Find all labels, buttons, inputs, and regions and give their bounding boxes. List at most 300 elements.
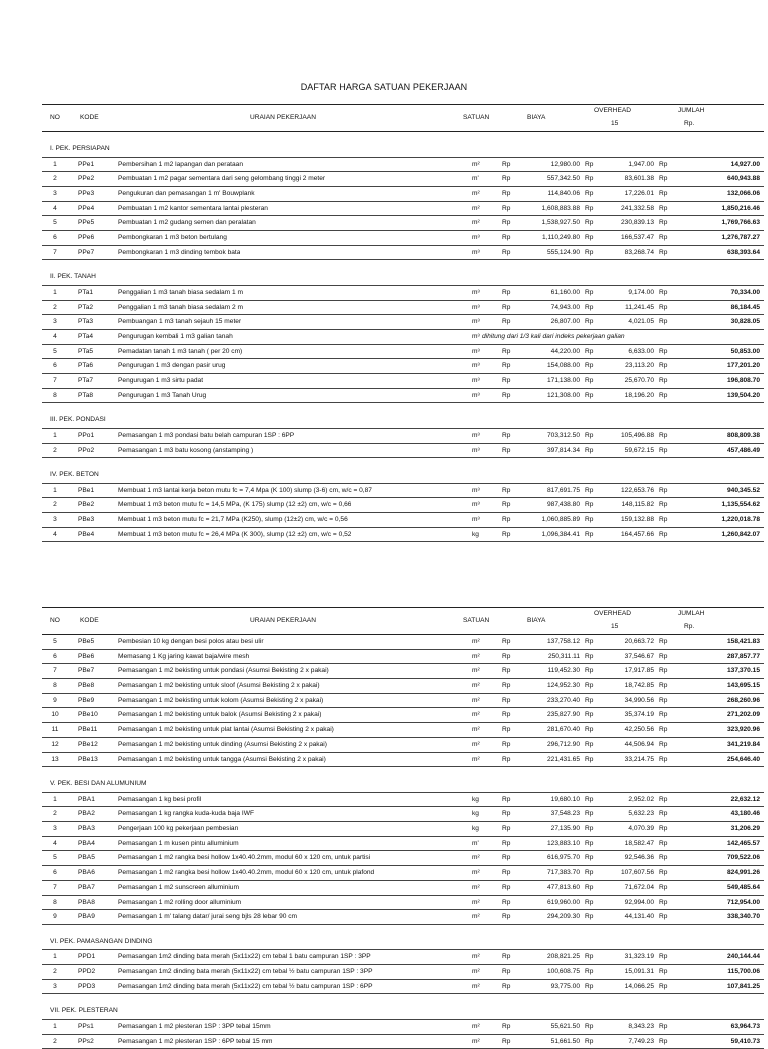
row-biaya: 1,608,883.88 xyxy=(541,204,580,212)
row-overhead: 18,742.85 xyxy=(624,682,654,690)
row-no: 7 xyxy=(53,883,57,891)
row-overhead: 31,323.19 xyxy=(624,953,654,961)
row-satuan: m² xyxy=(472,652,480,660)
table-row xyxy=(42,753,764,768)
table-row xyxy=(42,158,764,173)
row-uraian: Pembuatan 1 m2 gudang semen dan peralatan xyxy=(118,219,256,227)
row-rp-jumlah: Rp xyxy=(659,446,668,454)
row-overhead: 83,601.38 xyxy=(624,175,654,183)
row-rp-overhead: Rp xyxy=(585,160,594,168)
row-overhead: 1,947.00 xyxy=(628,160,654,168)
row-no: 1 xyxy=(53,431,57,439)
row-uraian: Pembongkaran 1 m3 beton bertulang xyxy=(118,233,227,241)
row-jumlah: 338,340.70 xyxy=(726,913,760,921)
row-rp-overhead: Rp xyxy=(585,303,594,311)
row-no: 11 xyxy=(51,726,59,734)
row-overhead: 6,633.00 xyxy=(628,347,654,355)
row-uraian: Pembersihan 1 m2 lapangan dan perataan xyxy=(118,160,244,168)
row-kode: PTa7 xyxy=(78,376,94,384)
table-row xyxy=(42,345,764,360)
table-row xyxy=(42,650,764,665)
row-satuan: m³ xyxy=(472,318,480,326)
row-biaya: 817,691.75 xyxy=(546,486,580,494)
row-rp-biaya: Rp xyxy=(502,516,511,524)
row-kode: PPe6 xyxy=(78,233,95,241)
row-uraian: Pemasangan 1m2 dinding bata merah (5x11x22) cm tebal ½ batu campuran 1SP : 3PP xyxy=(118,968,373,976)
row-satuan: m² xyxy=(472,968,480,976)
row-rp-jumlah: Rp xyxy=(659,501,668,509)
row-rp-biaya: Rp xyxy=(502,682,511,690)
row-no: 1 xyxy=(53,288,57,296)
row-rp-overhead: Rp xyxy=(585,446,594,454)
row-jumlah: 31,206.29 xyxy=(730,825,760,833)
row-jumlah: 1,260,842.07 xyxy=(721,530,760,538)
row-rp-overhead: Rp xyxy=(585,530,594,538)
table-row xyxy=(42,315,764,330)
row-satuan: m² xyxy=(472,913,480,921)
row-no: 1 xyxy=(53,486,57,494)
row-overhead: 9,174.00 xyxy=(628,288,654,296)
price-table-1 xyxy=(42,104,764,542)
table-row xyxy=(42,807,764,822)
row-jumlah: 63,964.73 xyxy=(730,1022,760,1030)
row-uraian: Pengerjaan 100 kg pekerjaan pembesian xyxy=(118,825,239,833)
row-no: 8 xyxy=(53,391,57,399)
row-uraian: Pemasangan 1m2 dinding bata merah (5x11x22) cm tebal 1 batu campuran 1SP : 3PP xyxy=(118,953,371,961)
row-biaya: 221,431.65 xyxy=(546,755,580,763)
header-kode: KODE xyxy=(80,617,99,624)
table-row xyxy=(42,389,764,404)
section-gap xyxy=(42,994,764,1004)
row-jumlah: 30,828.05 xyxy=(730,318,760,326)
table-row xyxy=(42,793,764,808)
row-uraian: Membuat 1 m3 beton mutu fc = 21,7 MPa (K250), slump (12±2) cm, w/c = 0,56 xyxy=(118,516,348,524)
row-uraian: Pemasangan 1 m2 bekisting untuk kolom (Asumsi Bekisting 2 x pakai) xyxy=(118,696,324,704)
row-overhead: 11,241.45 xyxy=(625,303,654,311)
row-kode: PTa8 xyxy=(78,391,94,399)
row-overhead: 7,749.23 xyxy=(628,1037,654,1045)
row-no: 7 xyxy=(53,248,57,256)
row-kode: PBA6 xyxy=(78,869,95,877)
section-title: VI. PEK. PAMASANGAN DINDING xyxy=(50,937,153,945)
row-jumlah: 143,695.15 xyxy=(726,682,760,690)
row-rp-jumlah: Rp xyxy=(659,233,668,241)
row-kode: PBe13 xyxy=(78,755,98,763)
row-no: 5 xyxy=(53,347,57,355)
row-no: 6 xyxy=(53,362,57,370)
table-row xyxy=(42,694,764,709)
row-rp-jumlah: Rp xyxy=(659,175,668,183)
row-rp-biaya: Rp xyxy=(502,233,511,241)
row-jumlah: 196,808.70 xyxy=(726,376,760,384)
section-heading xyxy=(42,935,764,951)
row-uraian: Pemasangan 1 m2 bekisting untuk balok (Asumsi Bekisting 2 x pakai) xyxy=(118,711,322,719)
row-kode: PTa2 xyxy=(78,303,94,311)
row-rp-jumlah: Rp xyxy=(659,825,668,833)
row-kode: PPD1 xyxy=(78,953,96,961)
row-overhead: 241,332.58 xyxy=(620,204,654,212)
row-no: 8 xyxy=(53,682,57,690)
row-uraian: Membuat 1 m3 lantai kerja beton mutu fc = 7,4 Mpa (K 100) slump (3-6) cm, w/c = 0,87 xyxy=(118,486,372,494)
row-jumlah: 268,260.96 xyxy=(726,696,760,704)
row-jumlah: 1,850,216.46 xyxy=(721,204,760,212)
row-jumlah: 271,202.09 xyxy=(726,711,760,719)
row-overhead: 15,091.31 xyxy=(624,968,654,976)
row-kode: PBA1 xyxy=(78,795,95,803)
row-rp-biaya: Rp xyxy=(502,318,511,326)
row-satuan: m² xyxy=(472,711,480,719)
header-jumlah-unit: Rp. xyxy=(684,120,695,127)
row-rp-biaya: Rp xyxy=(502,839,511,847)
header-no: NO xyxy=(50,617,60,624)
row-rp-jumlah: Rp xyxy=(659,391,668,399)
row-rp-jumlah: Rp xyxy=(659,431,668,439)
row-jumlah: 115,700.06 xyxy=(727,968,760,976)
row-rp-biaya: Rp xyxy=(502,376,511,384)
row-biaya: 74,943.00 xyxy=(550,303,580,311)
row-rp-biaya: Rp xyxy=(502,854,511,862)
row-rp-biaya: Rp xyxy=(502,391,511,399)
row-satuan: m³ xyxy=(472,486,480,494)
row-rp-jumlah: Rp xyxy=(659,376,668,384)
row-uraian: Pemasangan 1 m2 bekisting untuk sloof (Asumsi Bekisting 2 x pakai) xyxy=(118,682,320,690)
row-overhead: 44,131.40 xyxy=(624,913,654,921)
row-no: 1 xyxy=(53,953,57,961)
row-no: 7 xyxy=(53,667,57,675)
table-row xyxy=(42,202,764,217)
row-overhead: 18,196.20 xyxy=(624,391,654,399)
row-satuan: m² xyxy=(472,740,480,748)
section-gap xyxy=(42,260,764,270)
row-rp-biaya: Rp xyxy=(502,953,511,961)
row-rp-jumlah: Rp xyxy=(659,696,668,704)
row-no: 2 xyxy=(53,501,57,509)
row-satuan: m² xyxy=(472,898,480,906)
row-uraian: Pembuangan 1 m3 tanah sejauh 15 meter xyxy=(118,318,242,326)
section-title: II. PEK. TANAH xyxy=(50,273,96,281)
row-satuan: m³ xyxy=(472,347,480,355)
row-no: 6 xyxy=(53,869,57,877)
row-rp-jumlah: Rp xyxy=(659,968,668,976)
row-jumlah: 457,486.49 xyxy=(726,446,760,454)
row-rp-biaya: Rp xyxy=(502,711,511,719)
row-jumlah: 59,410.73 xyxy=(730,1037,760,1045)
row-no: 6 xyxy=(53,233,57,241)
table-row xyxy=(42,187,764,202)
row-jumlah: 43,180.46 xyxy=(730,810,760,818)
row-rp-overhead: Rp xyxy=(585,755,594,763)
row-overhead: 25,670.70 xyxy=(624,376,654,384)
row-rp-overhead: Rp xyxy=(585,288,594,296)
row-jumlah: 254,646.40 xyxy=(726,755,760,763)
row-rp-jumlah: Rp xyxy=(659,869,668,877)
row-rp-biaya: Rp xyxy=(502,982,511,990)
row-rp-overhead: Rp xyxy=(585,1022,594,1030)
row-biaya: 93,775.00 xyxy=(550,982,580,990)
row-rp-jumlah: Rp xyxy=(659,347,668,355)
row-rp-overhead: Rp xyxy=(585,982,594,990)
row-overhead: 92,546.36 xyxy=(624,854,654,862)
row-satuan: m² xyxy=(472,638,480,645)
section-title: IV. PEK. BETON xyxy=(50,471,99,479)
row-rp-overhead: Rp xyxy=(585,711,594,719)
row-rp-jumlah: Rp xyxy=(659,652,668,660)
row-rp-jumlah: Rp xyxy=(659,883,668,891)
page-title: DAFTAR HARGA SATUAN PEKERJAAN xyxy=(300,82,468,92)
row-rp-biaya: Rp xyxy=(502,968,511,976)
row-no: 12 xyxy=(51,740,59,748)
row-uraian: Pemasangan 1m2 dinding bata merah (5x11x22) cm tebal ½ batu campuran 1SP : 6PP xyxy=(118,982,373,990)
row-uraian: Pemasangan 1 m3 batu kosong (anstamping ) xyxy=(118,446,254,454)
table-header xyxy=(42,607,764,635)
row-rp-jumlah: Rp xyxy=(659,219,668,227)
section-title: V. PEK. BESI DAN ALUMUNIUM xyxy=(50,780,147,788)
row-uraian: Memasang 1 Kg jaring kawat baja/wire mesh xyxy=(118,652,250,660)
row-rp-overhead: Rp xyxy=(585,638,594,645)
row-satuan: m² xyxy=(472,682,480,690)
row-no: 10 xyxy=(51,711,59,719)
row-biaya: 1,110,249.80 xyxy=(541,233,580,241)
row-satuan: m' xyxy=(472,175,479,183)
row-rp-overhead: Rp xyxy=(585,431,594,439)
row-kode: PPe2 xyxy=(78,175,95,183)
row-no: 2 xyxy=(53,810,57,818)
header-biaya: BIAYA xyxy=(527,114,546,121)
row-rp-jumlah: Rp xyxy=(659,667,668,675)
row-rp-overhead: Rp xyxy=(585,682,594,690)
row-no: 9 xyxy=(53,696,57,704)
row-rp-overhead: Rp xyxy=(585,968,594,976)
section-gap xyxy=(42,403,764,413)
row-rp-jumlah: Rp xyxy=(659,913,668,921)
row-no: 1 xyxy=(53,160,57,168)
row-rp-overhead: Rp xyxy=(585,516,594,524)
row-jumlah: 137,370.15 xyxy=(726,667,760,675)
section-title: I. PEK. PERSIAPAN xyxy=(50,145,110,152)
row-rp-biaya: Rp xyxy=(502,486,511,494)
table-row xyxy=(42,444,764,459)
row-biaya: 555,124.90 xyxy=(546,248,580,256)
row-overhead: 33,214.75 xyxy=(624,755,654,763)
row-jumlah: 50,853.00 xyxy=(730,347,760,355)
row-overhead: 83,268.74 xyxy=(624,248,654,256)
row-no: 5 xyxy=(53,854,57,862)
row-satuan: m² xyxy=(472,953,480,961)
row-rp-jumlah: Rp xyxy=(659,982,668,990)
row-jumlah: 1,135,554.62 xyxy=(721,501,760,509)
row-rp-overhead: Rp xyxy=(585,233,594,241)
row-kode: PBe2 xyxy=(78,501,95,509)
row-kode: PBA8 xyxy=(78,898,95,906)
row-jumlah: 808,809.38 xyxy=(726,431,760,439)
row-satuan: kg xyxy=(472,795,479,803)
row-rp-jumlah: Rp xyxy=(659,1022,668,1030)
row-kode: PBA9 xyxy=(78,913,95,921)
row-overhead: 4,070.39 xyxy=(628,825,654,833)
header-overhead: OVERHEAD xyxy=(594,107,632,114)
row-kode: PBA2 xyxy=(78,810,95,818)
row-rp-overhead: Rp xyxy=(585,175,594,183)
row-rp-overhead: Rp xyxy=(585,839,594,847)
row-no: 2 xyxy=(53,446,57,454)
row-uraian: Penggalian 1 m3 tanah biasa sedalam 2 m xyxy=(118,303,243,311)
row-rp-biaya: Rp xyxy=(502,638,511,645)
row-jumlah: 341,219.84 xyxy=(726,740,760,748)
row-rp-overhead: Rp xyxy=(585,219,594,227)
row-rp-overhead: Rp xyxy=(585,696,594,704)
row-uraian: Pemasangan 1 m2 bekisting untuk tangga (Asumsi Bekisting 2 x pakai) xyxy=(118,755,326,763)
row-biaya: 703,312.50 xyxy=(546,431,580,439)
row-jumlah: 1,276,787.27 xyxy=(721,233,760,241)
row-biaya: 557,342.50 xyxy=(546,175,580,183)
row-biaya: 121,308.00 xyxy=(546,391,580,399)
header-biaya: BIAYA xyxy=(527,617,546,624)
row-jumlah: 142,465.57 xyxy=(726,839,760,847)
table-row xyxy=(42,635,764,650)
row-no: 4 xyxy=(53,839,57,847)
row-biaya: 12,980.00 xyxy=(550,160,580,168)
row-uraian: Pemasangan 1 m kusen pintu alluminium xyxy=(118,839,239,847)
row-rp-jumlah: Rp xyxy=(659,795,668,803)
row-uraian: Pemasangan 1 m2 bekisting untuk plat lantai (Asumsi Bekisting 2 x pakai) xyxy=(118,726,334,734)
row-kode: PPs2 xyxy=(78,1037,94,1045)
row-rp-jumlah: Rp xyxy=(659,288,668,296)
row-satuan: m² xyxy=(472,869,480,877)
header-jumlah: JUMLAH xyxy=(678,610,705,617)
row-uraian: Pengurugan 1 m3 sirtu padat xyxy=(118,376,204,384)
row-biaya: 616,975.70 xyxy=(546,854,580,862)
row-uraian: Pemasangan 1 m2 rangka besi hollow 1x40.40.2mm, modul 60 x 120 cm, untuk plafond xyxy=(118,869,375,877)
row-kode: PTa5 xyxy=(78,347,94,355)
row-uraian: Pemasangan 1 m2 bekisting untuk dinding (Asumsi Bekisting 2 x pakai) xyxy=(118,740,327,748)
row-uraian: Pengurugan 1 m3 Tanah Urug xyxy=(118,391,207,399)
row-jumlah: 824,991.26 xyxy=(726,869,760,877)
row-rp-overhead: Rp xyxy=(585,318,594,326)
row-rp-jumlah: Rp xyxy=(659,726,668,734)
row-satuan: m² xyxy=(472,1022,480,1030)
section-heading xyxy=(42,413,764,429)
table-row xyxy=(42,231,764,246)
row-kode: PTa1 xyxy=(78,288,94,296)
row-overhead: 105,496.88 xyxy=(620,431,654,439)
row-kode: PBe11 xyxy=(78,726,98,734)
row-biaya: 477,813.60 xyxy=(546,883,580,891)
table-row xyxy=(42,910,764,925)
row-rp-biaya: Rp xyxy=(502,303,511,311)
row-rp-biaya: Rp xyxy=(502,160,511,168)
row-no: 2 xyxy=(53,175,57,183)
row-rp-overhead: Rp xyxy=(585,869,594,877)
row-overhead: 230,839.13 xyxy=(620,219,654,227)
row-uraian: Pemasangan 1 m2 bekisting untuk pondasi (Asumsi Bekisting 2 x pakai) xyxy=(118,667,329,675)
row-overhead: 5,632.23 xyxy=(628,810,654,818)
row-rp-biaya: Rp xyxy=(502,189,511,197)
row-satuan: m³ xyxy=(472,431,480,439)
row-biaya: 137,758.12 xyxy=(546,638,580,645)
table-row xyxy=(42,513,764,528)
section-gap xyxy=(42,767,764,777)
row-kode: PBe10 xyxy=(78,711,98,719)
row-biaya: 233,270.40 xyxy=(546,696,580,704)
section-gap xyxy=(42,925,764,935)
row-rp-jumlah: Rp xyxy=(659,898,668,906)
row-kode: PPo2 xyxy=(78,446,95,454)
row-uraian: Pemadatan tanah 1 m3 tanah ( per 20 cm) xyxy=(118,347,243,355)
row-no: 1 xyxy=(53,1022,57,1030)
row-kode: PBA4 xyxy=(78,839,95,847)
row-rp-jumlah: Rp xyxy=(659,248,668,256)
row-uraian: Pemasangan 1 kg rangka kuda-kuda baja IWF xyxy=(118,810,254,818)
row-overhead: 8,343.23 xyxy=(628,1022,654,1030)
row-rp-biaya: Rp xyxy=(502,446,511,454)
row-biaya: 296,712.90 xyxy=(546,740,580,748)
row-rp-overhead: Rp xyxy=(585,189,594,197)
table-row xyxy=(42,708,764,723)
row-no: 2 xyxy=(53,303,57,311)
row-satuan: m² xyxy=(472,219,480,227)
row-uraian: Pemasangan 1 kg besi profil xyxy=(118,795,202,803)
row-biaya: 1,060,885.89 xyxy=(541,516,580,524)
row-rp-biaya: Rp xyxy=(502,795,511,803)
header-uraian: URAIAN PEKERJAAN xyxy=(250,114,316,121)
table-row xyxy=(42,965,764,980)
row-biaya: 619,960.00 xyxy=(546,898,580,906)
row-jumlah: 1,769,766.63 xyxy=(721,219,760,227)
table-row xyxy=(42,664,764,679)
row-satuan: m³ xyxy=(472,332,480,340)
row-kode: PBe7 xyxy=(78,667,95,675)
row-rp-jumlah: Rp xyxy=(659,740,668,748)
row-uraian: Membuat 1 m3 beton mutu fc = 14,5 MPa, (K 175) slump (12 ±2) cm, w/c = 0,66 xyxy=(118,501,352,509)
row-overhead: 42,250.56 xyxy=(624,726,654,734)
row-uraian: Pemasangan 1 m' talang datar/ jurai seng bjls 28 lebar 90 cm xyxy=(118,913,298,921)
row-uraian: Pengukuran dan pemasangan 1 m' Bouwplank xyxy=(118,189,255,197)
row-no: 3 xyxy=(53,516,57,524)
row-biaya: 44,220.00 xyxy=(550,347,580,355)
row-rp-biaya: Rp xyxy=(502,175,511,183)
row-rp-overhead: Rp xyxy=(585,1037,594,1045)
row-rp-biaya: Rp xyxy=(502,869,511,877)
row-rp-overhead: Rp xyxy=(585,362,594,370)
row-no: 2 xyxy=(53,1037,57,1045)
table-row xyxy=(42,1020,764,1035)
row-kode: PPD3 xyxy=(78,982,96,990)
row-rp-biaya: Rp xyxy=(502,652,511,660)
table-row xyxy=(42,330,764,345)
row-uraian: Pemasangan 1 m2 rolling door alluminium xyxy=(118,898,242,906)
row-no: 7 xyxy=(53,376,57,384)
row-biaya: 37,548.23 xyxy=(550,810,580,818)
row-kode: PPs1 xyxy=(78,1022,94,1030)
row-rp-overhead: Rp xyxy=(585,810,594,818)
section-title: III. PEK. PONDASI xyxy=(50,416,106,424)
row-jumlah: 70,334.00 xyxy=(730,288,760,296)
row-jumlah: 323,920.96 xyxy=(726,726,760,734)
row-jumlah: 638,393.64 xyxy=(726,248,760,256)
row-rp-jumlah: Rp xyxy=(659,810,668,818)
row-rp-biaya: Rp xyxy=(502,347,511,355)
row-overhead: 92,994.00 xyxy=(624,898,654,906)
row-overhead: 59,672.15 xyxy=(624,446,654,454)
row-rp-biaya: Rp xyxy=(502,219,511,227)
row-rp-overhead: Rp xyxy=(585,204,594,212)
row-rp-biaya: Rp xyxy=(502,1037,511,1045)
row-no: 4 xyxy=(53,332,57,340)
row-rp-jumlah: Rp xyxy=(659,189,668,197)
row-satuan: m³ xyxy=(472,233,480,241)
row-jumlah: 14,927.00 xyxy=(730,160,760,168)
row-rp-jumlah: Rp xyxy=(659,839,668,847)
